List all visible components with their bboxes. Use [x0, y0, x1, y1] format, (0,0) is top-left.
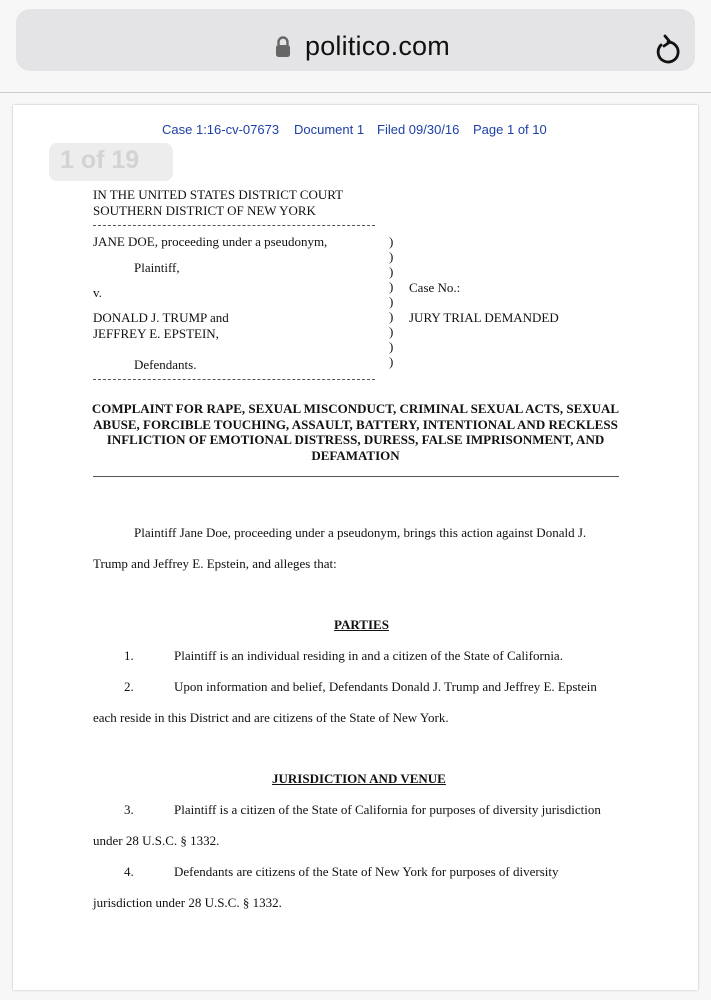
paragraph-4-number: 4.: [124, 864, 134, 879]
caption-bottom-rule: [93, 379, 375, 380]
document-number: Document 1: [294, 122, 365, 137]
toolbar-divider: [0, 92, 711, 93]
paragraph-1-number: 1.: [124, 648, 134, 663]
reload-icon[interactable]: [653, 33, 683, 67]
defendant-role: Defendants.: [134, 357, 197, 372]
case-no-label: Case No.:: [409, 280, 461, 295]
lock-icon: [275, 35, 291, 59]
paragraph-2-line-2: each reside in this District and are citizens of the State of New York.: [93, 710, 449, 725]
jurisdiction-heading: JURISDICTION AND VENUE: [272, 771, 446, 786]
address-bar[interactable]: [16, 9, 695, 71]
intro-line-1: Plaintiff Jane Doe, proceeding under a pseudonym, brings this action against Donald J.: [134, 525, 587, 540]
complaint-title: COMPLAINT FOR RAPE, SEXUAL MISCONDUCT, CRIMINAL SEXUAL ACTS, SEXUAL ABUSE, FORCIBLE TOUCHING, ASSAULT, BATTERY, INTENTIONAL AND RECKLESS INFLICTION OF EMOTIONAL DISTRESS, DURESS, FALSE IMPRISONMENT, AND DEFAMATION: [91, 401, 620, 463]
page-counter-badge: [49, 143, 173, 181]
plaintiff-role: Plaintiff,: [134, 260, 180, 275]
intro-line-2: Trump and Jeffrey E. Epstein, and alleges that:: [93, 556, 337, 571]
title-rule: [93, 476, 619, 477]
document-page[interactable]: [13, 105, 698, 990]
page-counter: 1 of 19: [60, 146, 140, 174]
parties-heading: PARTIES: [334, 617, 389, 632]
versus: v.: [93, 285, 102, 300]
filed-date: Filed 09/30/16: [377, 122, 460, 137]
caption-top-rule: [93, 225, 375, 226]
defendant-line-1: DONALD J. TRUMP and: [93, 310, 229, 325]
caption-parentheses: ) ) ) ) ) ) ) ) ): [389, 234, 394, 369]
paragraph-4-line-2: jurisdiction under 28 U.S.C. § 1332.: [93, 895, 282, 910]
case-number: Case 1:16-cv-07673: [162, 122, 280, 137]
defendant-line-2: JEFFREY E. EPSTEIN,: [93, 326, 219, 341]
url-domain[interactable]: politico.com: [305, 31, 450, 61]
jury-demand: JURY TRIAL DEMANDED: [409, 310, 559, 325]
paragraph-3-number: 3.: [124, 802, 134, 817]
court-district: SOUTHERN DISTRICT OF NEW YORK: [93, 203, 316, 218]
page-of-pages: Page 1 of 10: [473, 122, 547, 137]
paragraph-1-text: Plaintiff is an individual residing in and a citizen of the State of California.: [174, 648, 563, 663]
paragraph-2-number: 2.: [124, 679, 134, 694]
paragraph-4-line-1: Defendants are citizens of the State of New York for purposes of diversity: [174, 864, 559, 879]
court-name: IN THE UNITED STATES DISTRICT COURT: [93, 187, 344, 202]
plaintiff-name: JANE DOE, proceeding under a pseudonym,: [93, 234, 328, 249]
browser-toolbar: [0, 0, 711, 92]
paragraph-3-line-1: Plaintiff is a citizen of the State of California for purposes of diversity jurisdiction: [174, 802, 601, 817]
paragraph-3-line-2: under 28 U.S.C. § 1332.: [93, 833, 220, 848]
paragraph-2-line-1: Upon information and belief, Defendants Donald J. Trump and Jeffrey E. Epstein: [174, 679, 597, 694]
